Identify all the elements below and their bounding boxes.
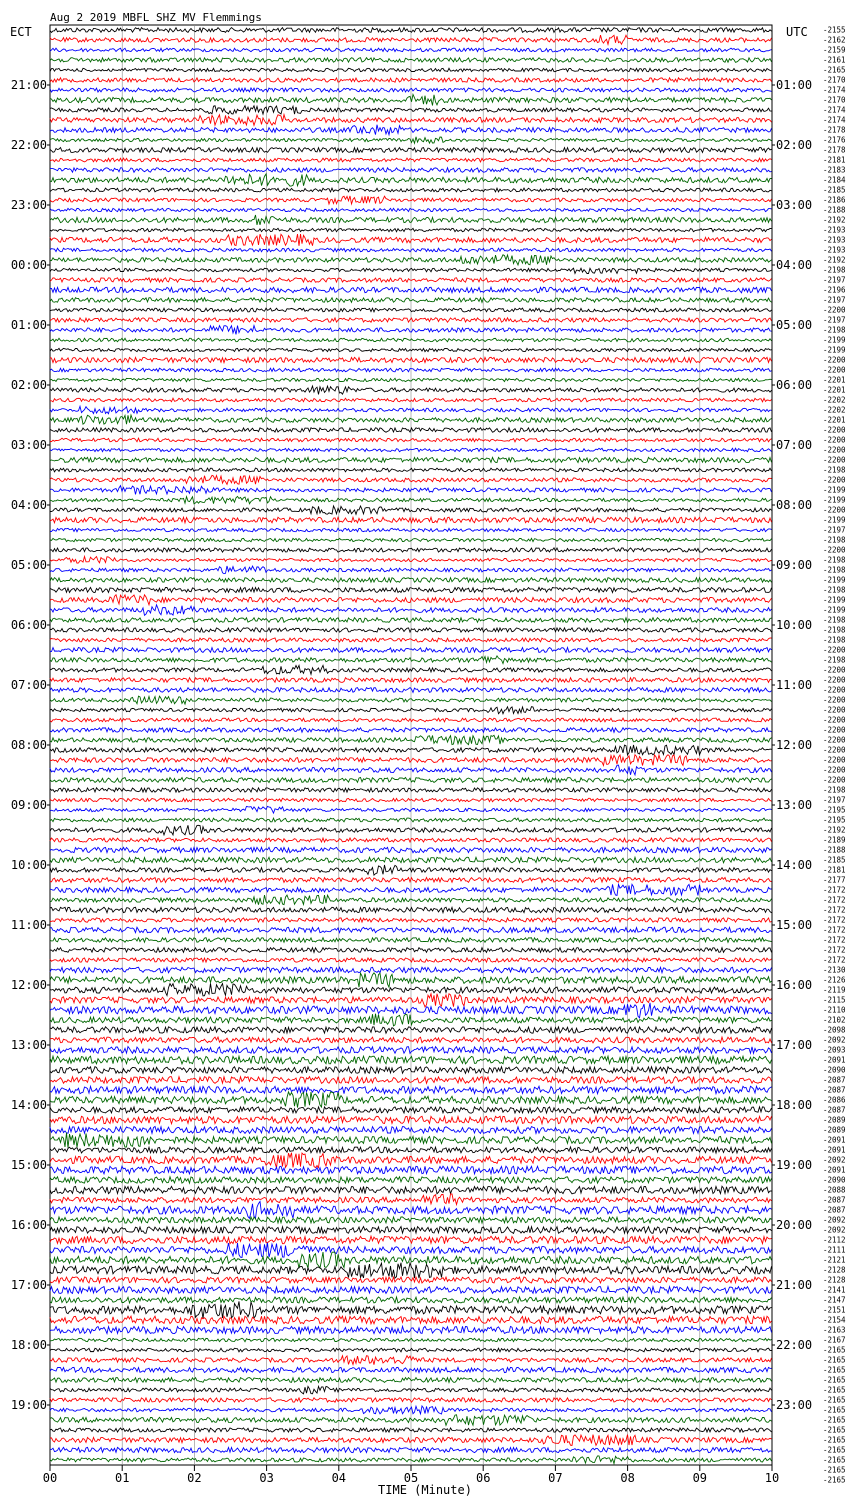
row-offset-label: -2165 bbox=[823, 1405, 846, 1415]
x-tick-label-08: 08 bbox=[620, 1471, 635, 1485]
left-hour-label: 01:00 bbox=[10, 318, 47, 332]
row-offset-label: -2165 bbox=[823, 1455, 846, 1465]
row-offset-label: -2092 bbox=[823, 1035, 846, 1045]
row-offset-label: -2200 bbox=[823, 765, 846, 775]
right-hour-label: 23:00 bbox=[776, 1398, 813, 1412]
row-offset-label: -2197 bbox=[823, 315, 846, 325]
right-hour-label: 08:00 bbox=[776, 498, 813, 512]
right-hour-label: 09:00 bbox=[776, 558, 813, 572]
x-tick-label-02: 02 bbox=[187, 1471, 202, 1485]
right-hour-label: 11:00 bbox=[776, 678, 813, 692]
row-offset-label: -2192 bbox=[823, 255, 846, 265]
row-offset-label: -2201 bbox=[823, 415, 846, 425]
row-offset-label: -2141 bbox=[823, 1285, 846, 1295]
row-offset-label: -2165 bbox=[823, 1415, 846, 1425]
row-offset-label: -2172 bbox=[823, 945, 846, 955]
left-hour-label: 04:00 bbox=[10, 498, 47, 512]
x-tick-label-01: 01 bbox=[114, 1471, 130, 1485]
row-offset-label: -2200 bbox=[823, 695, 846, 705]
row-offset-label: -2198 bbox=[823, 465, 846, 475]
row-offset-label: -2170 bbox=[823, 75, 846, 85]
row-offset-label: -2200 bbox=[823, 645, 846, 655]
row-offset-label: -2199 bbox=[823, 515, 846, 525]
row-offset-label: -2188 bbox=[823, 845, 846, 855]
left-hour-label: 23:00 bbox=[10, 198, 47, 212]
left-hour-label: 05:00 bbox=[10, 558, 47, 572]
left-hour-label: 09:00 bbox=[10, 798, 47, 812]
row-offset-label: -2198 bbox=[823, 265, 846, 275]
row-offset-label: -2200 bbox=[823, 665, 846, 675]
row-offset-label: -2197 bbox=[823, 295, 846, 305]
right-hour-label: 14:00 bbox=[776, 858, 813, 872]
row-offset-label: -2198 bbox=[823, 585, 846, 595]
row-offset-label: -2165 bbox=[823, 1355, 846, 1365]
row-offset-label: -2110 bbox=[823, 1005, 846, 1015]
left-hour-label: 12:00 bbox=[10, 978, 47, 992]
left-hour-labels bbox=[11, 78, 50, 1412]
right-hour-label: 22:00 bbox=[776, 1338, 813, 1352]
row-offset-label: -2165 bbox=[823, 1445, 846, 1455]
row-offset-label: -2087 bbox=[823, 1205, 846, 1215]
row-offset-label: -2181 bbox=[823, 155, 846, 165]
row-offset-label: -2087 bbox=[823, 1105, 846, 1115]
row-offset-label: -2195 bbox=[823, 815, 846, 825]
row-offset-label: -2128 bbox=[823, 1265, 846, 1275]
row-offset-label: -2178 bbox=[823, 125, 846, 135]
row-offset-label: -2200 bbox=[823, 745, 846, 755]
row-offset-label: -2092 bbox=[823, 1225, 846, 1235]
row-offset-label: -2181 bbox=[823, 865, 846, 875]
right-hour-label: 16:00 bbox=[776, 978, 813, 992]
row-offset-label: -2151 bbox=[823, 1305, 846, 1315]
row-offset-label: -2091 bbox=[823, 1135, 846, 1145]
row-offset-label: -2183 bbox=[823, 165, 846, 175]
chart-title: Aug 2 2019 MBFL SHZ MV Flemmings bbox=[50, 11, 262, 24]
row-offset-label: -2087 bbox=[823, 1085, 846, 1095]
row-offset-label: -2202 bbox=[823, 405, 846, 415]
row-offset-label: -2165 bbox=[823, 1385, 846, 1395]
row-offset-label: -2126 bbox=[823, 975, 846, 985]
right-hour-label: 17:00 bbox=[776, 1038, 813, 1052]
row-offset-label: -2192 bbox=[823, 215, 846, 225]
row-offset-label: -2200 bbox=[823, 445, 846, 455]
row-offset-label: -2165 bbox=[823, 1395, 846, 1405]
x-axis-ticks bbox=[43, 1465, 779, 1485]
row-offset-label: -2089 bbox=[823, 1125, 846, 1135]
left-hour-label: 14:00 bbox=[10, 1098, 47, 1112]
row-offset-label: -2090 bbox=[823, 1175, 846, 1185]
right-hour-label: 18:00 bbox=[776, 1098, 813, 1112]
left-hour-label: 16:00 bbox=[10, 1218, 47, 1232]
row-offset-label: -2198 bbox=[823, 555, 846, 565]
row-offset-label: -2115 bbox=[823, 995, 846, 1005]
row-offset-label: -2200 bbox=[823, 435, 846, 445]
row-offset-label: -2167 bbox=[823, 1335, 846, 1345]
row-offset-label: -2201 bbox=[823, 375, 846, 385]
row-offset-label: -2111 bbox=[823, 1245, 846, 1255]
row-offset-label: -2178 bbox=[823, 145, 846, 155]
row-offset-label: -2200 bbox=[823, 705, 846, 715]
left-hour-label: 15:00 bbox=[10, 1158, 47, 1172]
left-hour-label: 11:00 bbox=[10, 918, 47, 932]
row-offset-label: -2172 bbox=[823, 955, 846, 965]
x-axis-label: TIME (Minute) bbox=[378, 1483, 472, 1497]
row-offset-label: -2185 bbox=[823, 185, 846, 195]
row-offset-label: -2092 bbox=[823, 1215, 846, 1225]
left-hour-label: 13:00 bbox=[10, 1038, 47, 1052]
row-offset-label: -2198 bbox=[823, 535, 846, 545]
row-offset-label: -2197 bbox=[823, 795, 846, 805]
right-hour-label: 19:00 bbox=[776, 1158, 813, 1172]
left-hour-label: 21:00 bbox=[10, 78, 47, 92]
row-offset-label: -2155 bbox=[823, 25, 846, 35]
x-tick-label-09: 09 bbox=[692, 1471, 708, 1485]
row-offset-label: -2093 bbox=[823, 1045, 846, 1055]
row-offset-label: -2163 bbox=[823, 1325, 846, 1335]
row-offset-label: -2200 bbox=[823, 305, 846, 315]
right-hour-label: 02:00 bbox=[776, 138, 813, 152]
row-offset-label: -2193 bbox=[823, 225, 846, 235]
left-hour-label: 02:00 bbox=[10, 378, 47, 392]
row-offset-label: -2199 bbox=[823, 605, 846, 615]
row-offset-label: -2196 bbox=[823, 285, 846, 295]
row-offset-label: -2130 bbox=[823, 965, 846, 975]
left-hour-label: 18:00 bbox=[10, 1338, 47, 1352]
left-hour-label: 17:00 bbox=[10, 1278, 47, 1292]
row-offset-label: -2165 bbox=[823, 1475, 846, 1485]
row-offset-label: -2189 bbox=[823, 835, 846, 845]
left-hour-label: 03:00 bbox=[10, 438, 47, 452]
row-offset-label: -2200 bbox=[823, 355, 846, 365]
row-offset-label: -2165 bbox=[823, 65, 846, 75]
row-offset-label: -2165 bbox=[823, 1345, 846, 1355]
row-offset-label: -2200 bbox=[823, 475, 846, 485]
row-offset-label: -2200 bbox=[823, 735, 846, 745]
row-offset-label: -2174 bbox=[823, 105, 846, 115]
row-offset-label: -2200 bbox=[823, 775, 846, 785]
row-offset-label: -2200 bbox=[823, 455, 846, 465]
row-offset-label: -2165 bbox=[823, 1425, 846, 1435]
row-offset-label: -2198 bbox=[823, 655, 846, 665]
right-hour-label: 12:00 bbox=[776, 738, 813, 752]
row-offset-label: -2172 bbox=[823, 935, 846, 945]
row-offset-label: -2092 bbox=[823, 1155, 846, 1165]
row-offset-label: -2165 bbox=[823, 1375, 846, 1385]
row-offset-label: -2090 bbox=[823, 1065, 846, 1075]
row-offset-label: -2177 bbox=[823, 875, 846, 885]
row-offset-label: -2086 bbox=[823, 1095, 846, 1105]
row-offset-label: -2199 bbox=[823, 335, 846, 345]
row-offset-label: -2192 bbox=[823, 825, 846, 835]
row-offset-label: -2200 bbox=[823, 505, 846, 515]
left-hour-label: 08:00 bbox=[10, 738, 47, 752]
row-offset-labels bbox=[823, 26, 846, 1485]
x-tick-label-03: 03 bbox=[259, 1471, 274, 1485]
row-offset-label: -2091 bbox=[823, 1145, 846, 1155]
row-offset-label: -2174 bbox=[823, 115, 846, 125]
row-offset-label: -2195 bbox=[823, 805, 846, 815]
row-offset-label: -2201 bbox=[823, 385, 846, 395]
row-offset-label: -2198 bbox=[823, 565, 846, 575]
right-hour-label: 20:00 bbox=[776, 1218, 813, 1232]
right-hour-label: 21:00 bbox=[776, 1278, 813, 1292]
row-offset-label: -2089 bbox=[823, 1115, 846, 1125]
row-offset-label: -2200 bbox=[823, 365, 846, 375]
row-offset-label: -2087 bbox=[823, 1195, 846, 1205]
x-tick-label-04: 04 bbox=[331, 1471, 347, 1485]
left-hour-label: 19:00 bbox=[10, 1398, 47, 1412]
x-tick-label-00: 00 bbox=[42, 1471, 58, 1485]
row-offset-label: -2170 bbox=[823, 95, 846, 105]
row-offset-label: -2200 bbox=[823, 425, 846, 435]
row-offset-label: -2165 bbox=[823, 1365, 846, 1375]
row-offset-label: -2188 bbox=[823, 205, 846, 215]
row-offset-label: -2185 bbox=[823, 855, 846, 865]
row-offset-label: -2198 bbox=[823, 635, 846, 645]
left-hour-label: 07:00 bbox=[10, 678, 47, 692]
row-offset-label: -2091 bbox=[823, 1055, 846, 1065]
row-offset-label: -2199 bbox=[823, 495, 846, 505]
row-offset-label: -2172 bbox=[823, 895, 846, 905]
row-offset-label: -2197 bbox=[823, 525, 846, 535]
row-offset-label: -2200 bbox=[823, 675, 846, 685]
row-offset-label: -2193 bbox=[823, 235, 846, 245]
x-tick-label-10: 10 bbox=[764, 1471, 780, 1485]
right-hour-label: 05:00 bbox=[776, 318, 813, 332]
right-timezone-label: UTC bbox=[786, 25, 808, 39]
row-offset-label: -2198 bbox=[823, 325, 846, 335]
row-offset-label: -2200 bbox=[823, 715, 846, 725]
left-timezone-label: ECT bbox=[10, 25, 32, 39]
row-offset-label: -2198 bbox=[823, 785, 846, 795]
row-offset-label: -2098 bbox=[823, 1025, 846, 1035]
row-offset-label: -2199 bbox=[823, 345, 846, 355]
x-tick-label-07: 07 bbox=[548, 1471, 563, 1485]
row-offset-label: -2091 bbox=[823, 1165, 846, 1175]
right-hour-label: 07:00 bbox=[776, 438, 813, 452]
row-offset-label: -2186 bbox=[823, 195, 846, 205]
row-offset-label: -2198 bbox=[823, 615, 846, 625]
row-offset-label: -2197 bbox=[823, 275, 846, 285]
row-offset-label: -2199 bbox=[823, 485, 846, 495]
row-offset-label: -2172 bbox=[823, 885, 846, 895]
row-offset-label: -2200 bbox=[823, 725, 846, 735]
row-offset-label: -2199 bbox=[823, 595, 846, 605]
left-hour-label: 06:00 bbox=[10, 618, 47, 632]
right-hour-label: 13:00 bbox=[776, 798, 813, 812]
row-offset-label: -2176 bbox=[823, 135, 846, 145]
left-hour-label: 22:00 bbox=[10, 138, 47, 152]
left-hour-label: 00:00 bbox=[10, 258, 47, 272]
right-hour-label: 10:00 bbox=[776, 618, 813, 632]
row-offset-label: -2202 bbox=[823, 395, 846, 405]
row-offset-label: -2147 bbox=[823, 1295, 846, 1305]
row-offset-label: -2087 bbox=[823, 1075, 846, 1085]
row-offset-label: -2161 bbox=[823, 55, 846, 65]
row-offset-label: -2184 bbox=[823, 175, 846, 185]
row-offset-label: -2200 bbox=[823, 545, 846, 555]
row-offset-label: -2193 bbox=[823, 245, 846, 255]
row-offset-label: -2165 bbox=[823, 1465, 846, 1475]
row-offset-label: -2198 bbox=[823, 625, 846, 635]
row-offset-label: -2199 bbox=[823, 575, 846, 585]
row-offset-label: -2200 bbox=[823, 755, 846, 765]
x-tick-label-06: 06 bbox=[475, 1471, 491, 1485]
x-tick-label-05: 05 bbox=[403, 1471, 419, 1485]
row-offset-label: -2200 bbox=[823, 685, 846, 695]
row-offset-label: -2102 bbox=[823, 1015, 846, 1025]
right-hour-label: 15:00 bbox=[776, 918, 813, 932]
row-offset-label: -2154 bbox=[823, 1315, 846, 1325]
right-hour-label: 06:00 bbox=[776, 378, 813, 392]
right-hour-label: 03:00 bbox=[776, 198, 813, 212]
row-offset-label: -2159 bbox=[823, 45, 846, 55]
left-hour-label: 10:00 bbox=[10, 858, 47, 872]
right-hour-labels bbox=[772, 78, 812, 1412]
row-offset-label: -2088 bbox=[823, 1185, 846, 1195]
row-offset-label: -2172 bbox=[823, 925, 846, 935]
row-offset-label: -2174 bbox=[823, 85, 846, 95]
row-offset-label: -2172 bbox=[823, 905, 846, 915]
row-offset-label: -2162 bbox=[823, 35, 846, 45]
row-offset-label: -2119 bbox=[823, 985, 846, 995]
row-offset-label: -2128 bbox=[823, 1275, 846, 1285]
right-hour-label: 04:00 bbox=[776, 258, 813, 272]
row-offset-label: -2112 bbox=[823, 1235, 846, 1245]
row-offset-label: -2165 bbox=[823, 1435, 846, 1445]
right-hour-label: 01:00 bbox=[776, 78, 813, 92]
row-offset-label: -2121 bbox=[823, 1255, 846, 1265]
row-offset-label: -2172 bbox=[823, 915, 846, 925]
